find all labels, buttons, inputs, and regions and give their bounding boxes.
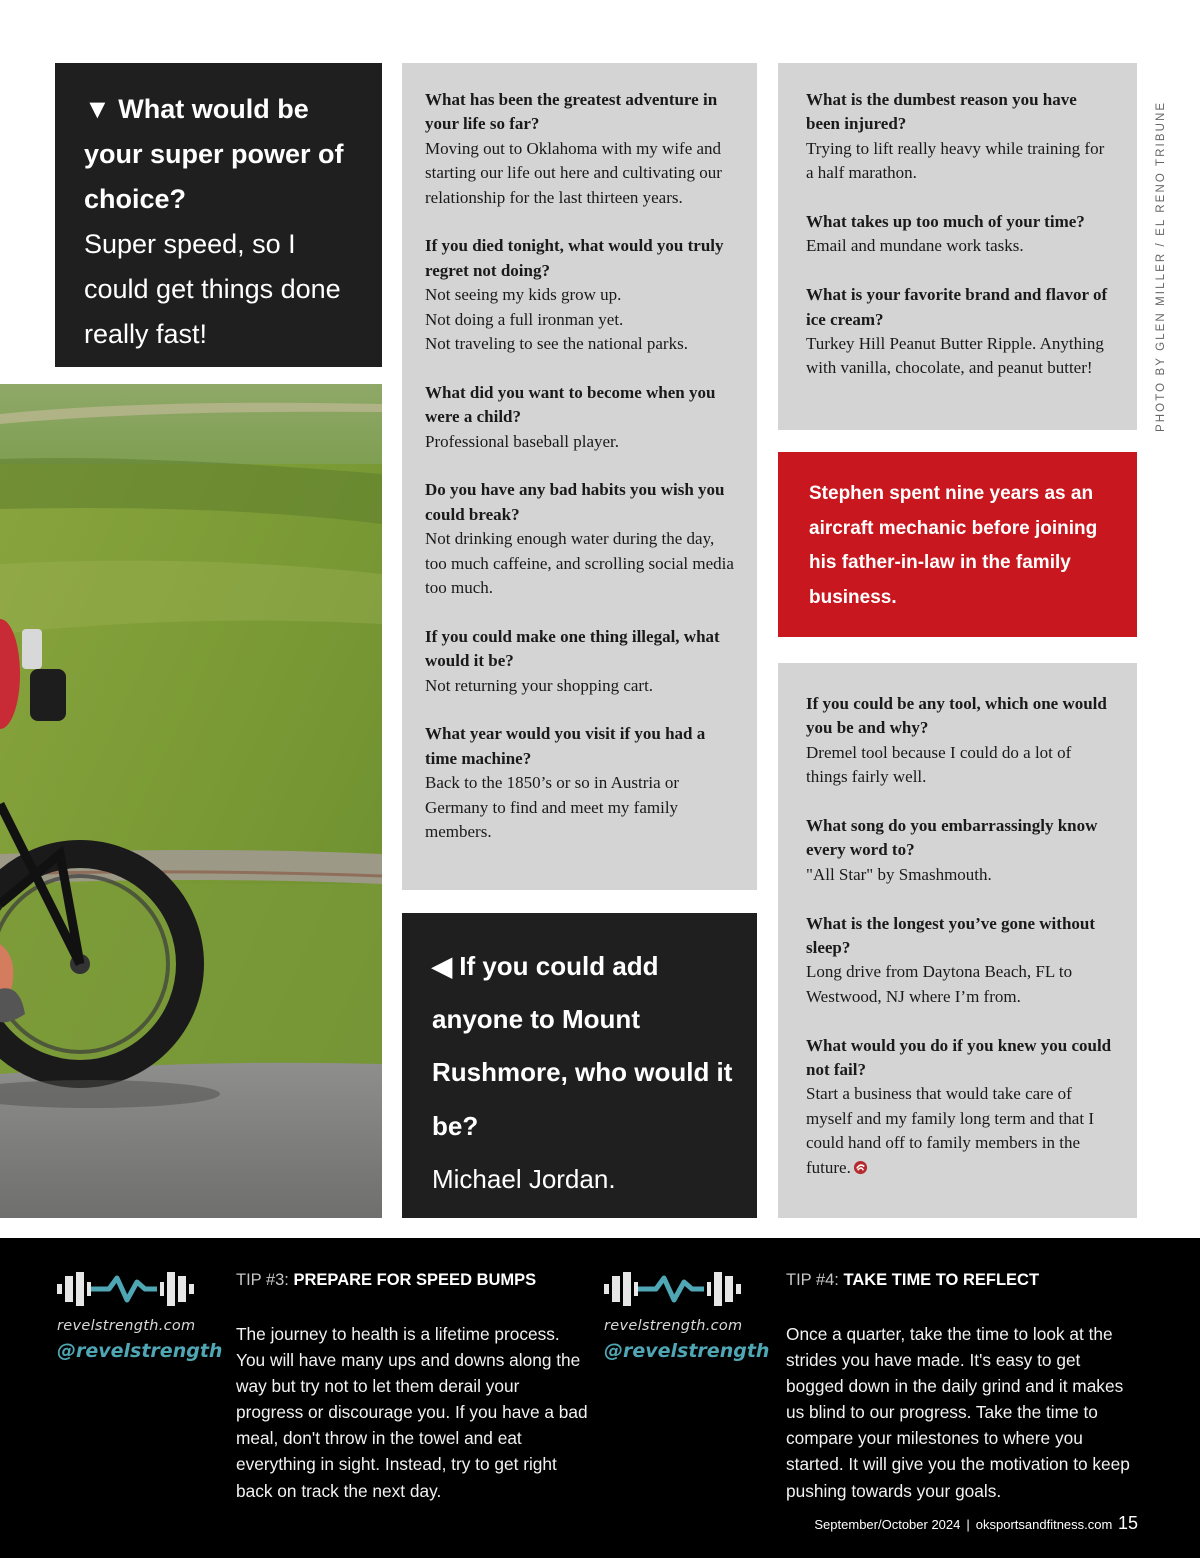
cyclist-photo — [0, 384, 382, 1218]
triangle-down-icon: ▼ — [84, 94, 111, 124]
barbell-heartbeat-icon — [57, 1272, 209, 1306]
page-number: 15 — [1117, 1513, 1138, 1533]
callout-rushmore — [402, 913, 757, 1218]
tip-heading — [236, 1270, 591, 1290]
qa-answer: Trying to lift really heavy while training for a half marathon. — [806, 138, 1105, 183]
qa-question: What year would you visit if you had a time machine? — [425, 724, 706, 768]
callout-career: Stephen spent nine years as an aircraft mechanic before joining his father-in-law in the family business. — [778, 452, 1137, 637]
qa-answer: Back to the 1850’s or so in Austria or Germany to find and meet my family members. — [425, 773, 680, 842]
qa-question: What is the dumbest reason you have been injured? — [806, 90, 1077, 134]
qa-panel-middle — [402, 63, 757, 890]
qa-question: What did you want to become when you were a child? — [425, 382, 716, 427]
tip-heading — [786, 1270, 1141, 1290]
qa-item — [806, 912, 1115, 1010]
callout-question-text: If you could add anyone to Mount Rushmore, who would it be? — [432, 951, 733, 1141]
tip-title: TAKE TIME TO REFLECT — [843, 1271, 1040, 1289]
qa-answer: Dremel tool because I could do a lot of things fairly well. — [806, 742, 1072, 787]
revel-strength-logo — [57, 1272, 227, 1362]
triangle-left-icon: ◀ — [432, 951, 452, 981]
barbell-heartbeat-icon — [604, 1272, 756, 1306]
photo-credit: PHOTO BY GLEN MILLER / EL RENO TRIBUNE — [1155, 100, 1167, 432]
tip-body: Once a quarter, take the time to look at the strides you have made. It's easy to get bogged down in the daily grind and it makes us blind to our progress. Take the time to compare your milestones to where you started. It will give you the motivation to keep pushing towards your goals. — [786, 1324, 1130, 1501]
tip-4 — [786, 1270, 1141, 1504]
callout-answer: Super speed, so I could get things done really fast! — [84, 229, 341, 349]
callout-super-power — [55, 63, 382, 367]
qa-question: If you died tonight, what would you truly regret not doing? — [425, 236, 724, 280]
qa-item — [806, 88, 1115, 186]
qa-question: What has been the greatest adventure in your life so far? — [425, 90, 718, 134]
end-mark-icon — [853, 1160, 868, 1175]
qa-item — [806, 692, 1115, 790]
callout-answer: Michael Jordan. — [432, 1163, 616, 1194]
qa-question: What is your favorite brand and flavor of ice cream? — [806, 285, 1108, 329]
issue-date: September/October 2024 — [814, 1517, 961, 1532]
logo-handle: @revelstrength — [57, 1340, 223, 1362]
tip-title: PREPARE FOR SPEED BUMPS — [293, 1271, 537, 1289]
qa-item — [425, 625, 737, 698]
callout-question — [84, 87, 360, 222]
qa-item — [806, 210, 1115, 259]
qa-item — [425, 381, 737, 454]
tips-footer — [0, 1238, 1200, 1558]
tip-number: TIP #3: — [236, 1271, 289, 1289]
qa-question: If you could make one thing illegal, what would it be? — [425, 626, 720, 671]
logo-website: revelstrength.com — [57, 1318, 196, 1334]
qa-item — [425, 478, 737, 600]
qa-panel-right-bottom — [778, 663, 1137, 1218]
qa-answer — [806, 1082, 1115, 1180]
qa-item — [806, 814, 1115, 887]
qa-answer: Email and mundane work tasks. — [806, 236, 1024, 256]
folio-separator: | — [966, 1517, 970, 1532]
qa-item — [806, 1034, 1115, 1180]
qa-question: Do you have any bad habits you wish you could break? — [425, 480, 725, 524]
logo-handle: @revelstrength — [604, 1340, 770, 1362]
qa-answer: Moving out to Oklahoma with my wife and starting our life out here and cultivating our relationship for the last thirteen years. — [425, 138, 722, 207]
revel-strength-logo — [604, 1272, 774, 1362]
qa-item — [425, 722, 737, 844]
qa-answer: Turkey Hill Peanut Butter Ripple. Anything with vanilla, chocolate, and peanut butter! — [806, 334, 1104, 378]
page-folio — [814, 1513, 1138, 1534]
qa-answer: Not seeing my kids grow up. Not doing a full ironman yet. Not traveling to see the national parks. — [425, 285, 688, 354]
website-link[interactable]: oksportsandfitness.com — [975, 1517, 1113, 1532]
callout-question — [432, 940, 737, 1153]
tip-body: The journey to health is a lifetime process. You will have many ups and downs along the way but try not to let them derail your progress or discourage you. If you have a bad meal, don't throw in the towel and eat everything in sight. Instead, try to get right back on track the next day. — [236, 1324, 588, 1501]
qa-answer: Not returning your shopping cart. — [425, 675, 654, 695]
tip-number: TIP #4: — [786, 1271, 839, 1289]
qa-question: What song do you embarrassingly know every word to? — [806, 816, 1098, 860]
qa-question: What takes up too much of your time? — [806, 212, 1085, 232]
qa-answer: Professional baseball player. — [425, 431, 620, 451]
tip-3 — [236, 1270, 591, 1504]
qa-answer: "All Star" by Smashmouth. — [806, 864, 992, 884]
qa-answer: Not drinking enough water during the day, too much caffeine, and scrolling social media too much. — [425, 529, 734, 598]
qa-answer-text: Start a business that would take care of myself and my family long term and that I could hand off to family members in the future. — [806, 1084, 1094, 1177]
qa-item — [425, 88, 737, 210]
callout-question-text: What would be your super power of choice? — [84, 94, 344, 214]
logo-website: revelstrength.com — [604, 1318, 743, 1334]
qa-item — [425, 234, 737, 356]
qa-answer: Long drive from Daytona Beach, FL to Westwood, NJ where I’m from. — [806, 962, 1073, 1006]
qa-question: What would you do if you knew you could not fail? — [806, 1035, 1112, 1080]
qa-item — [806, 283, 1115, 381]
qa-panel-right-top — [778, 63, 1137, 430]
qa-question: If you could be any tool, which one would you be and why? — [806, 694, 1107, 738]
qa-question: What is the longest you’ve gone without sleep? — [806, 913, 1096, 958]
